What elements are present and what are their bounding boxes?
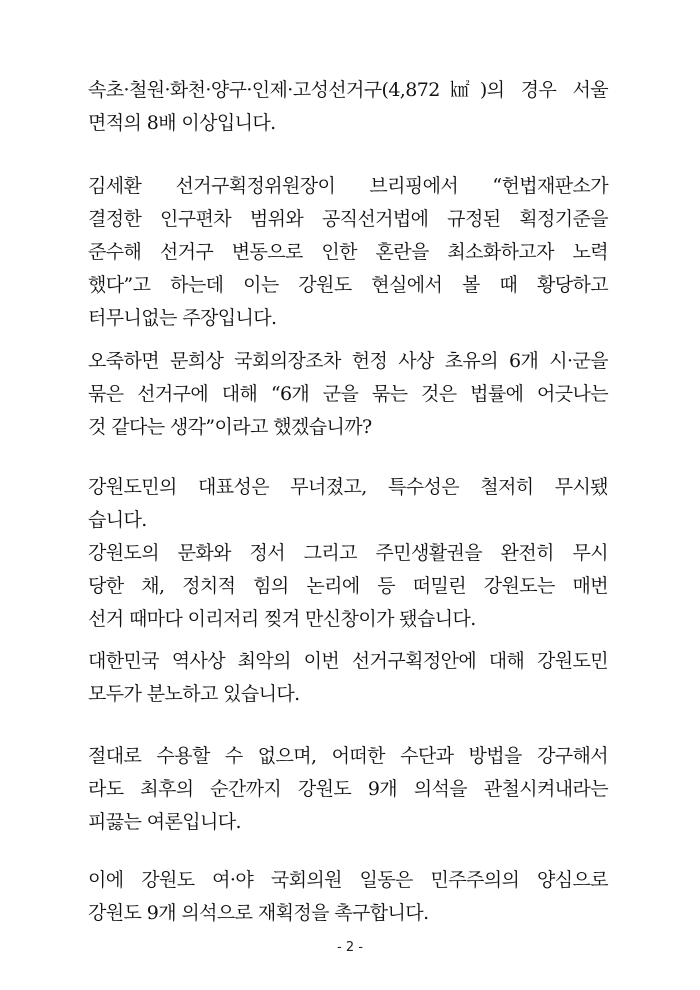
text-line: 라도 최후의 순간까지 강원도 9개 의석을 관철시켜내라는: [88, 778, 608, 800]
text-line: 오죽하면 문희상 국회의장조차 헌정 사상 초유의 6개 시·군을: [88, 350, 608, 372]
paragraph-redistricting-demand: [88, 864, 608, 930]
text-line: 했다”고 하는데 이는 강원도 현실에서 볼 때 황당하고: [88, 274, 608, 296]
text-line: 선거 때마다 이리저리 찢겨 만신창이가 됐습니다.: [88, 608, 476, 630]
text-line: 습니다.: [88, 509, 147, 531]
paragraph-sokcho-district-area: [88, 74, 608, 140]
paragraph-public-opinion: [88, 740, 608, 839]
paragraph-assembly-speaker: [88, 345, 608, 444]
text-line: 결정한 인구편차 범위와 공직선거법에 규정된 획정기준을: [88, 208, 608, 230]
text-line: 대한민국 역사상 최악의 이번 선거구획정안에 대해 강원도민: [88, 650, 608, 672]
text-line: 강원도민의 대표성은 무너졌고, 특수성은 철저히 무시됐: [88, 476, 608, 498]
text-line: 강원도 9개 의석으로 재획정을 촉구합니다.: [88, 902, 429, 924]
text-line: 준수해 선거구 변동으로 인한 혼란을 최소화하고자 노력: [88, 241, 608, 263]
text-line: 속초·철원·화천·양구·인제·고성선거구(4,872㎢)의 경우 서울: [88, 79, 608, 101]
text-line: 피끓는 여론입니다.: [88, 811, 241, 833]
text-line: 묶은 선거구에 대해 “6개 군을 묶는 것은 법률에 어긋나는: [88, 383, 608, 405]
text-line: 이에 강원도 여·야 국회의원 일동은 민주주의의 양심으로: [88, 869, 608, 891]
paragraph-representation-ignored: [88, 471, 608, 636]
paragraph-residents-anger: [88, 645, 608, 711]
paragraph-committee-briefing: [88, 170, 608, 335]
text-line: 당한 채, 정치적 힘의 논리에 등 떠밀린 강원도는 매번: [88, 575, 608, 597]
text-line: 터무니없는 주장입니다.: [88, 307, 277, 329]
text-line: 김세환 선거구획정위원장이 브리핑에서 “헌법재판소가: [88, 175, 608, 197]
text-line: 것 같다는 생각”이라고 했겠습니까?: [88, 416, 372, 438]
page-number: - 2 -: [337, 940, 363, 955]
text-line: 모두가 분노하고 있습니다.: [88, 683, 300, 705]
text-line: 절대로 수용할 수 없으며, 어떠한 수단과 방법을 강구해서: [88, 745, 608, 767]
text-line: 면적의 8배 이상입니다.: [88, 112, 276, 134]
text-line: 강원도의 문화와 정서 그리고 주민생활권을 완전히 무시: [88, 542, 608, 564]
